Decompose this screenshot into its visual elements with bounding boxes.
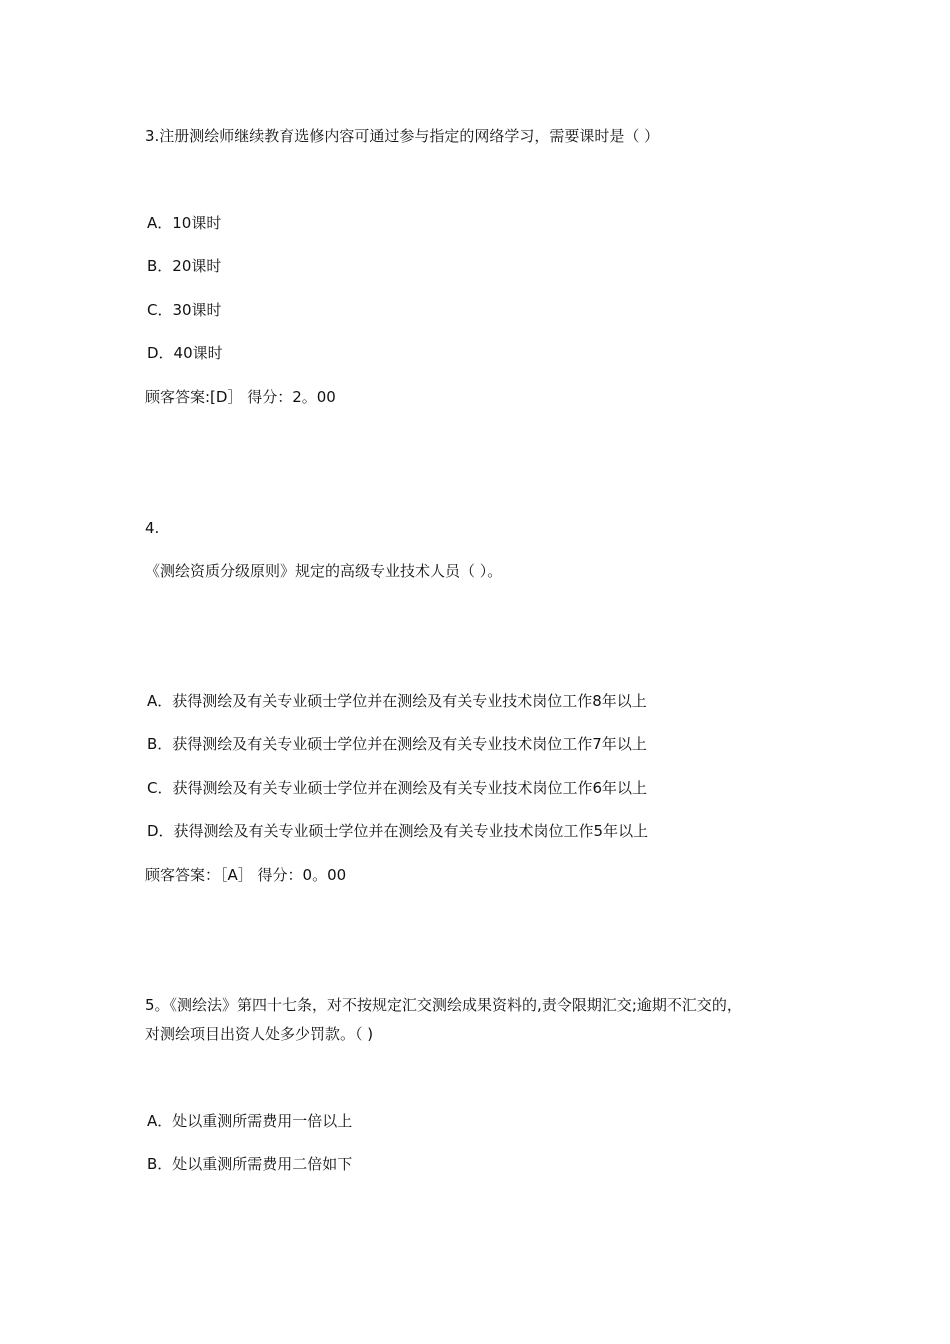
question-4-result: 顾客答案：［A］ 得分：0。00	[145, 866, 347, 884]
question-3-option-b: B．20课时	[147, 257, 222, 275]
question-4-number: 4.	[145, 519, 160, 537]
question-3-result: 顾客答案:[D］ 得分：2。00	[145, 388, 336, 406]
question-3-option-d: D．40课时	[147, 344, 223, 362]
question-4-option-d: D．获得测绘及有关专业硕士学位并在测绘及有关专业技术岗位工作5年以上	[147, 822, 649, 840]
question-5-text-line-1: 5。《测绘法》第四十七条，对不按规定汇交测绘成果资料的,责令限期汇交;逾期不汇交的，	[145, 996, 742, 1014]
question-4-option-a: A．获得测绘及有关专业硕士学位并在测绘及有关专业技术岗位工作8年以上	[147, 692, 647, 710]
question-4-option-b: B．获得测绘及有关专业硕士学位并在测绘及有关专业技术岗位工作7年以上	[147, 735, 647, 753]
question-5-option-b: B．处以重测所需费用二倍如下	[147, 1155, 353, 1173]
question-5-text-line-2: 对测绘项目出资人处多少罚款。（ )	[145, 1025, 374, 1043]
question-3-text: 3.注册测绘师继续教育选修内容可通过参与指定的网络学习，需要课时是（ ）	[145, 127, 660, 145]
question-5-option-a: A．处以重测所需费用一倍以上	[147, 1112, 353, 1130]
question-3-option-c: C．30课时	[147, 301, 222, 319]
question-4-text: 《测绘资质分级原则》规定的高级专业技术人员（ ）。	[145, 562, 503, 580]
question-3-option-a: A．10课时	[147, 214, 222, 232]
question-4-option-c: C．获得测绘及有关专业硕士学位并在测绘及有关专业技术岗位工作6年以上	[147, 779, 648, 797]
